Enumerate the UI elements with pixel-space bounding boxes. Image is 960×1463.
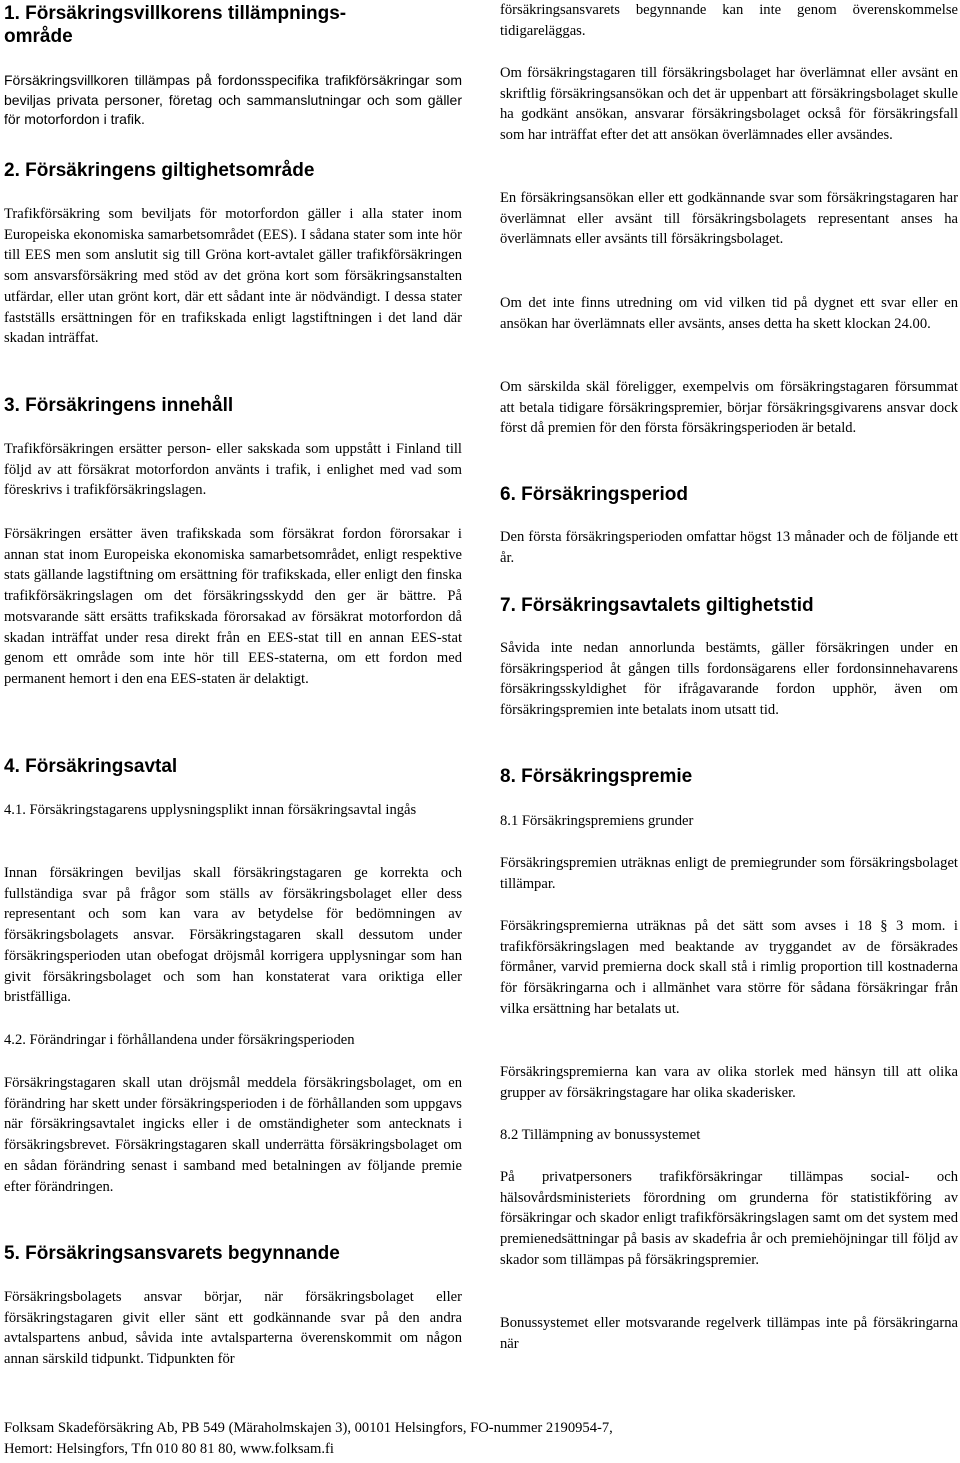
section-4-title: 4. Försäkringsavtal [4,756,178,777]
section-5-text-4: Om det inte finns utredning om vid vilken tid på dygnet ett svar eller en ansökan har överlämnats eller avsänts, anses detta ha skett klockan 24.00. [500,295,958,332]
section-3-text-1: Trafikförsäkringen ersätter person- eller sakskada som uppstått i Finland till följd av att försäkrat motorfordon använts i trafik, i enlighet med vad som föreskrivs i trafikförsäkringslagen. [4,441,462,499]
section-3-title: 3. Försäkringens innehåll [4,395,234,416]
section-6-title: 6. Försäkringsperiod [500,484,688,505]
section-4-2-text: Försäkringstagaren skall utan dröjsmål meddela försäkringsbolaget, om en förändring har skett under försäkringsperioden i de förhållanden som uppgavs när försäkringsavtalet ingicks eller i de omständigheter som antecknats i försäkringsbrevet. Försäkringstagaren skall underrätta försäkringsbolaget om en sådan förändring senast i samband med betalningen av följande premie efter förändringen. [4,1075,462,1195]
section-4-1-text: Innan försäkringen beviljas skall försäkringstagaren ge korrekta och fullständiga svar på frågor som ställs av försäkringsbolaget eller dess representant och som kan vara av betydelse för bedömningen av försäkringsbolagets ansvar. Försäkringstagaren skall dessutom under försäkringsperioden utan obefogat dröjsmål korrigera upplysningar som han givit försäkringsbolaget och som han konstaterat vara oriktiga eller bristfälliga. [4,865,462,1006]
section-1-text: Försäkringsvillkoren tillämpas på fordonsspecifika trafikförsäkringar som beviljas privata personer, företag och sammanslutningar och som gäller för motorfordon i trafik. [4,72,462,127]
section-5-text-3: En försäkringsansökan eller ett godkännande svar som försäkringstagaren har överlämnat eller avsänt till försäkringsbolagets representant anses ha överlämnats eller avsänts till försäkringsbolaget. [500,190,958,248]
section-5-text-1-continued: försäkringsansvarets begynnande kan inte genom överenskommelse tidigareläggas. [500,2,958,39]
section-5-text-1: Försäkringsbolagets ansvar börjar, när försäkringsbolaget eller försäkringstagaren givit eller sänt ett godkännande svar på den andra avtalspartens anbud, såvida inte avtalsparterna överenskommit om någon annan särskild tidpunkt. Tidpunkten för [4,1289,462,1368]
section-8-2-title: 8.2 Tillämpning av bonussystemet [500,1127,701,1143]
section-7-text: Såvida inte nedan annorlunda bestämts, gäller försäkringen under en försäkringsperiod åt gången tills fordonsägarens eller fordonsinnehavarens försäkringsskyldighet för ifrågavarande fordon upphör, även om försäkringspremien inte betalats inom utsatt tid. [500,640,958,719]
section-5-text-2: Om försäkringstagaren till försäkringsbolaget har överlämnat eller avsänt en skriftlig försäkringsansökan och det är uppenbart att försäkringsbolaget skulle ha godkänt ansökan, ansvarar försäkringsbolaget också för försäkringsfall som har inträffat efter det att ansökan överlämnades eller avsändes. [500,65,958,144]
section-8-title: 8. Försäkringspremie [500,766,693,787]
footer-contact-line: Hemort: Helsingfors, Tfn 010 80 81 80, www.folksam.fi [4,1440,334,1457]
section-5-title: 5. Försäkringsansvarets begynnande [4,1243,340,1264]
section-8-2-text-2: Bonussystemet eller motsvarande regelverk tillämpas inte på försäkringarna när [500,1315,958,1352]
section-4-1-title: 4.1. Försäkringstagarens upplysningsplikt innan försäkringsavtal ingås [4,802,417,818]
section-1-title: 1. Försäkringsvillkorens tillämpnings-område [4,3,347,47]
section-2-title: 2. Försäkringens giltighetsområde [4,160,315,181]
section-7-title: 7. Försäkringsavtalets giltighetstid [500,595,814,616]
section-8-1-title: 8.1 Försäkringspremiens grunder [500,813,694,829]
section-2-text: Trafikförsäkring som beviljats för motorfordon gäller i alla stater inom Europeiska ekonomiska samarbetsområdet (EES). I sådana stater som inte hör till EES men som anslutit sig till Gröna kort-avtalet gäller trafikförsäkringen som ansvarsförsäkring med stöd av det gröna kort som försäkringsanstalten utfärdar, eller utan grönt kort, där ett sådant inte är nödvändigt. I dessa stater fastställs ersättningen för en trafikskada enligt lagstiftningen i det land där skadan inträffat. [4,206,462,347]
section-6-text: Den första försäkringsperioden omfattar högst 13 månader och de följande ett år. [500,529,958,566]
page-footer [4,1418,954,1459]
section-8-2-text-1: På privatpersoners trafikförsäkringar tillämpas social- och hälsovårdsministeriets förordning om grunderna för statistikföring av försäkringar och skador enligt trafikförsäkringslagen samt om det system med premienedsättningar på basis av skadefria år och premiehöjningar till följd av skador som tillämpas på försäkringspremier. [500,1169,958,1268]
section-5-text-5: Om särskilda skäl föreligger, exempelvis om försäkringstagaren försummat att betala tidigare försäkringspremier, börjar försäkringsgivarens ansvar dock först då premien för den första försäkringsperioden är betald. [500,379,958,437]
section-8-1-text-1: Försäkringspremien uträknas enligt de premiegrunder som försäkringsbolaget tillämpar. [500,855,958,892]
section-4-2-title: 4.2. Förändringar i förhållandena under försäkringsperioden [4,1032,355,1048]
section-8-1-text-3: Försäkringspremierna kan vara av olika storlek med hänsyn till att olika grupper av försäkringstagare har olika skaderisker. [500,1064,958,1101]
section-8-1-text-2: Försäkringspremierna uträknas på det sätt som avses i 18 § 3 mom. i trafikförsäkringslagen med beaktande av tryggandet av de försäkrades förmåner, varvid premierna dock skall stå i rimlig proportion till kostnaderna för försäkringarna och i allmänhet vara större för sådana försäkringar från vilka ersättning har betalats ut. [500,918,958,1017]
footer-company-line: Folksam Skadeförsäkring Ab, PB 549 (Märaholmskajen 3), 00101 Helsingfors, FO-nummer 2190954-7, [4,1420,613,1436]
section-3-text-2: Försäkringen ersätter även trafikskada som försäkrat fordon förorsakar i annan stat inom Europeiska ekonomiska samarbetsområdet, enligt respektive stats gällande lagstiftning om ersättning för trafikskada, eller enligt den finska trafikförsäkringslagen om det försäkringsskydd den ger är bättre. På motsvarande sätt ersätts trafikskada förorsakad av försäkrat motorfordon då skadan inträffat under resa direkt från en EES-stat till en annan EES-stat genom ett område som inte hör till EES-staterna, om ett fordon med permanent hemort i den ena EES-staten är delaktigt. [4,526,462,687]
